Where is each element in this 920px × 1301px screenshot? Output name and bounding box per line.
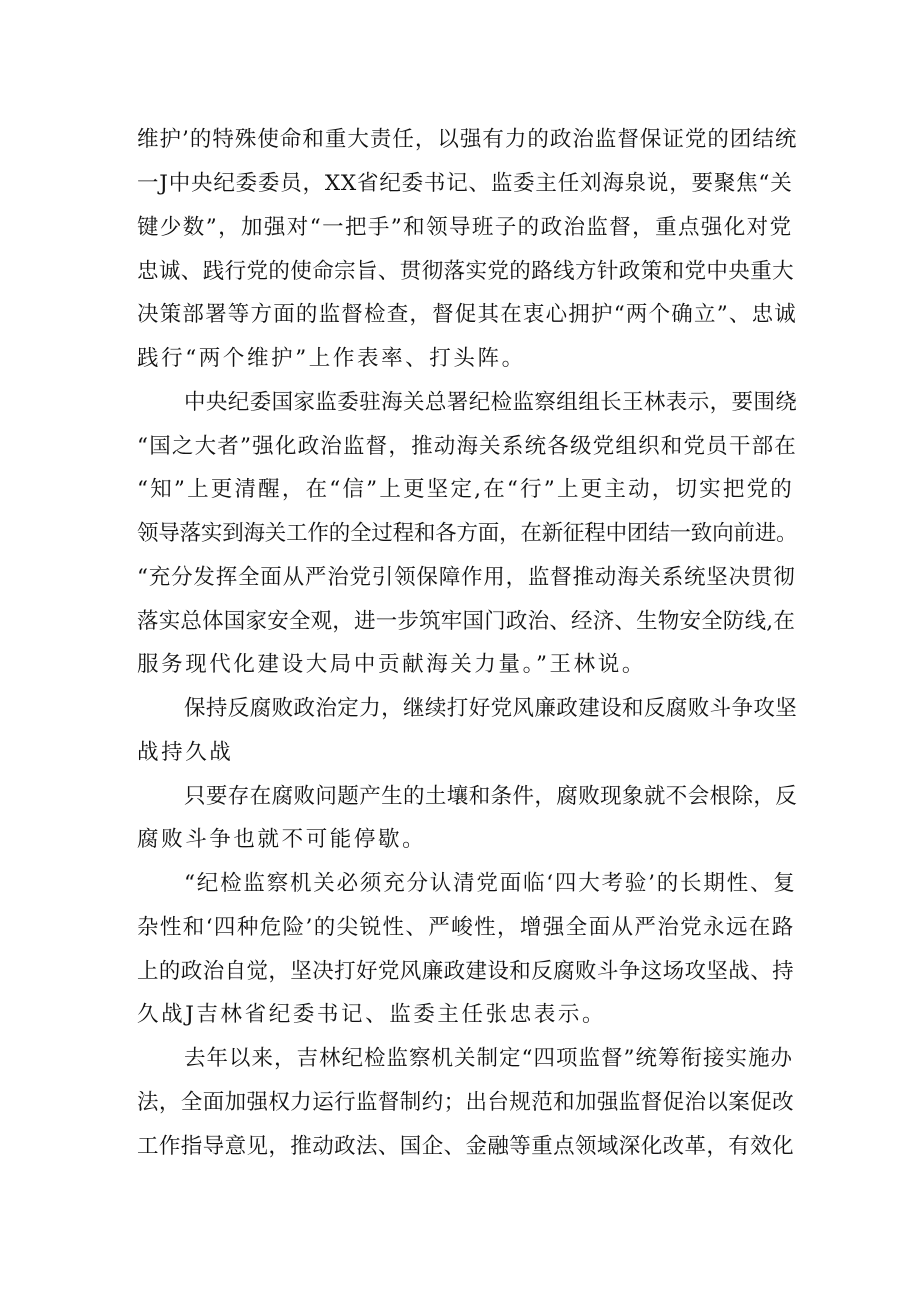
paragraph-first-line: 只要存在腐败问题产生的土壤和条件，腐败现象就不会根除，反 bbox=[184, 784, 798, 809]
text-line: 维护’的特殊使命和重大责任，以强有力的政治监督保证党的团结统 bbox=[137, 127, 798, 152]
text-line: 领导落实到海关工作的全过程和各方面，在新征程中团结一致向前进。 bbox=[137, 521, 798, 546]
text-line: 腐败斗争也就不可能停歇。 bbox=[137, 827, 427, 852]
text-line: “知”上更清醒，在“信”上更坚定,在“行”上更主动，切实把党的 bbox=[137, 477, 794, 502]
text-line: 服务现代化建设大局中贡献海关力量。”王林说。 bbox=[137, 652, 646, 677]
text-line: 忠诚、践行党的使命宗旨、贯彻落实党的路线方针政策和党中央重大 bbox=[137, 259, 795, 284]
section-heading-line: 保持反腐败政治定力，继续打好党风廉政建设和反腐败斗争攻坚 bbox=[184, 696, 798, 721]
text-line: 久战J吉林省纪委书记、监委主任张忠表示。 bbox=[137, 1002, 607, 1027]
paragraph-first-line: 去年以来，吉林纪检监察机关制定“四项监督”统筹衔接实施办 bbox=[184, 1046, 793, 1071]
paragraph-first-line: “纪检监察机关必须充分认清党面临‘四大考验’的长期性、复 bbox=[184, 871, 797, 896]
text-line: “国之大者”强化政治监督，推动海关系统各级党组织和党员干部在 bbox=[137, 434, 797, 459]
text-line: 工作指导意见，推动政法、国企、金融等重点领域深化改革，有效化 bbox=[137, 1134, 795, 1159]
section-heading-line: 战持久战 bbox=[137, 740, 234, 765]
text-line: 践行“两个维护”上作表率、打头阵。 bbox=[137, 346, 526, 371]
text-line: 决策部署等方面的监督检查，督促其在衷心拥护“两个确立”、忠诚 bbox=[137, 302, 797, 327]
text-line: 一J中央纪委委员，XX省纪委书记、监委主任刘海泉说，要聚焦“关 bbox=[137, 171, 793, 196]
text-line: 键少数”，加强对“一把手”和领导班子的政治监督，重点强化对党 bbox=[137, 215, 793, 240]
text-line: 落实总体国家安全观，进一步筑牢国门政治、经济、生物安全防线,在 bbox=[137, 609, 796, 634]
text-line: “充分发挥全面从严治党引领保障作用，监督推动海关系统坚决贯彻 bbox=[137, 565, 796, 590]
text-line: 杂性和‘四种危险’的尖锐性、严峻性，增强全面从严治党永远在路 bbox=[137, 915, 795, 940]
paragraph-first-line: 中央纪委国家监委驻海关总署纪检监察组组长王林表示，要围绕 bbox=[184, 390, 798, 415]
text-line: 上的政治自觉，坚决打好党风廉政建设和反腐败斗争这场攻坚战、持 bbox=[137, 959, 795, 984]
text-line: 法，全面加强权力运行监督制约；出台规范和加强监督促治以案促改 bbox=[137, 1090, 795, 1115]
